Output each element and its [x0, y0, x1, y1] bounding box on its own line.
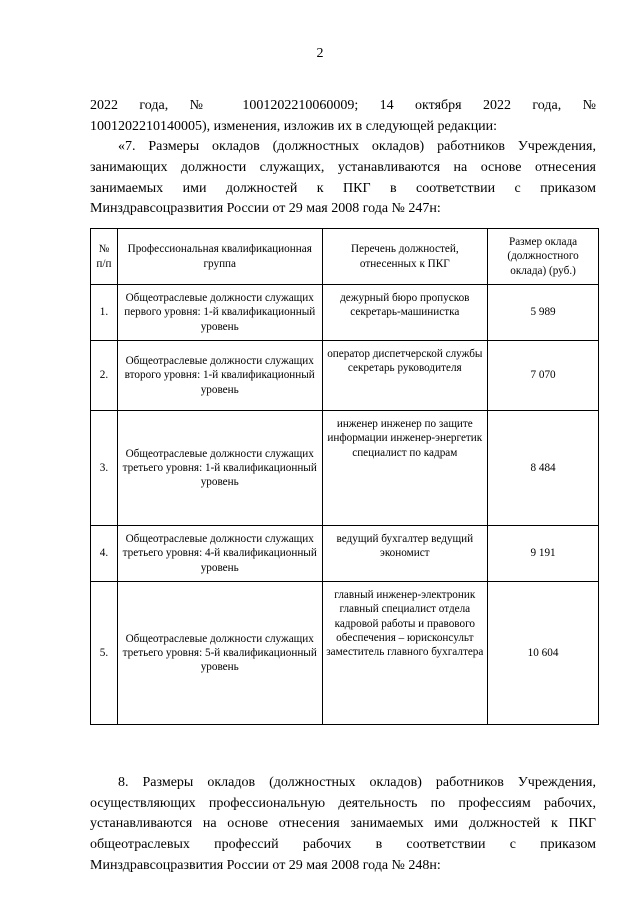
text-line: осуществляющих профессиональную деятельность по профессиям рабочих, — [90, 795, 596, 811]
header-positions: Перечень должностей, отнесенных к ПКГ — [322, 229, 488, 285]
row-salary: 9 191 — [488, 526, 599, 582]
table-header-row — [91, 229, 599, 285]
text-line: 1001202210140005), изменения, изложив их в следующей редакции: — [90, 118, 498, 134]
table-row — [91, 582, 599, 725]
row-group: Общеотраслевые должности служащих третьего уровня: 5-й квалификационный уровень — [117, 582, 322, 725]
row-group: Общеотраслевые должности служащих второго уровня: 1-й квалификационный уровень — [117, 341, 322, 411]
row-num: 4. — [91, 526, 118, 582]
row-group: Общеотраслевые должности служащих третьего уровня: 4-й квалификационный уровень — [117, 526, 322, 582]
text-line: 8. Размеры окладов (должностных окладов) работников Учреждения, — [118, 775, 596, 790]
table-row — [91, 411, 599, 526]
row-num: 2. — [91, 341, 118, 411]
row-positions: ведущий бухгалтер ведущий экономист — [322, 526, 488, 582]
text-line: занимаемых ими должностей к ПКГ в соответствии с приказом — [90, 180, 596, 196]
header-num: № п/п — [91, 229, 118, 285]
row-salary: 5 989 — [488, 285, 599, 341]
row-positions: инженер инженер по защите информации инженер-энергетик специалист по кадрам — [322, 411, 488, 526]
text-line: «7. Размеры окладов (должностных окладов) работников Учреждения, — [118, 139, 596, 155]
header-salary: Размер оклада (должностного оклада) (руб.) — [488, 229, 599, 285]
row-num: 1. — [91, 285, 118, 341]
table-row — [91, 526, 599, 582]
row-group: Общеотраслевые должности служащих третьего уровня: 1-й квалификационный уровень — [117, 411, 322, 526]
text-line: Минздравсоцразвития России от 29 мая 2008 года № 247н: — [90, 201, 441, 217]
page-number: 2 — [316, 46, 324, 61]
row-positions: оператор диспетчерской службы секретарь руководителя — [322, 341, 488, 411]
text-line: Минздравсоцразвития России от 29 мая 2008 года № 248н: — [90, 857, 441, 873]
text-line: занимающих должности служащих, устанавливаются на основе отнесения — [90, 160, 596, 176]
intro-paragraph — [90, 96, 596, 220]
row-salary: 10 604 — [488, 582, 599, 725]
closing-paragraph — [90, 773, 596, 876]
header-group: Профессиональная квалификационная группа — [117, 229, 322, 285]
row-num: 5. — [91, 582, 118, 725]
text-line: 2022 года, № 1001202210060009; 14 октября 2022 года, № — [90, 98, 596, 113]
table-row — [91, 285, 599, 341]
text-line: устанавливаются на основе отнесения занимаемых ими должностей к ПКГ — [90, 816, 596, 832]
row-positions: главный инженер-электроник главный специалист отдела кадровой работы и правового обеспечения – юрисконсульт заместитель главного бухгалтера — [322, 582, 488, 725]
row-salary: 7 070 — [488, 341, 599, 411]
row-group: Общеотраслевые должности служащих первого уровня: 1-й квалификационный уровень — [117, 285, 322, 341]
table-row — [91, 341, 599, 411]
row-positions: дежурный бюро пропусков секретарь-машинистка — [322, 285, 488, 341]
salary-table — [90, 228, 599, 725]
row-num: 3. — [91, 411, 118, 526]
row-salary: 8 484 — [488, 411, 599, 526]
text-line: общеотраслевых профессий рабочих в соответствии с приказом — [90, 837, 596, 853]
